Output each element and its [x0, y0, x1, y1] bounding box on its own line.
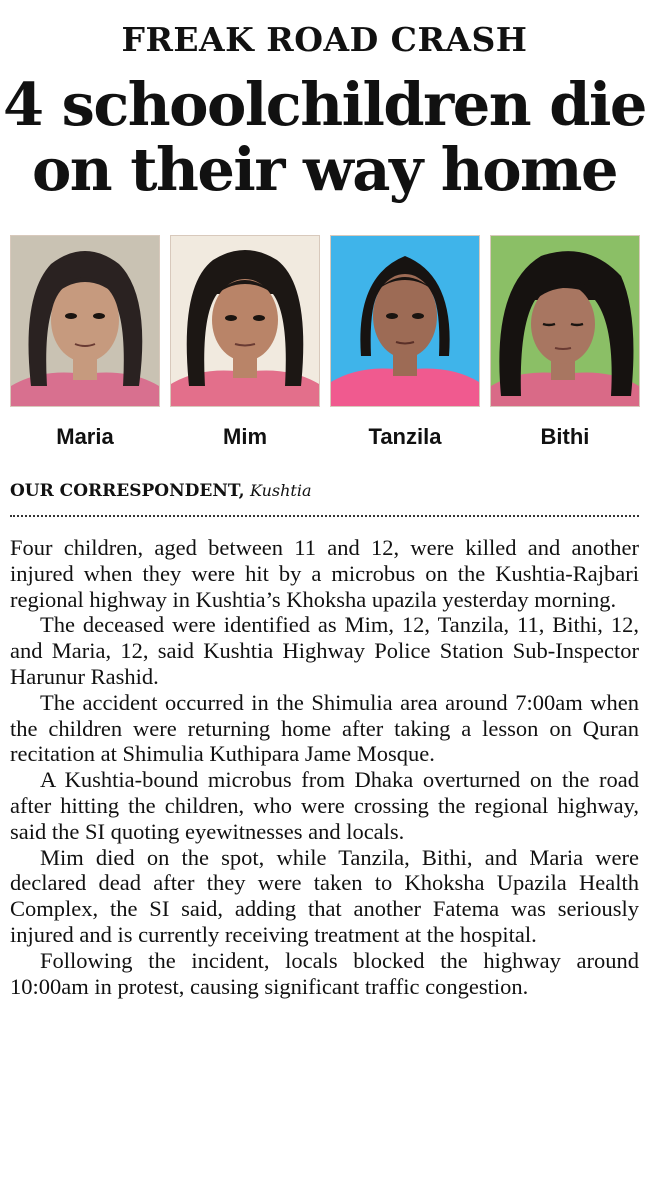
article-headline: 4 schoolchildren die on their way home — [3, 70, 646, 204]
paragraph: A Kushtia-bound microbus from Dhaka overturned on the road after hitting the children, who were crossing the regional highway, said the SI quoting eyewitnesses and locals. — [10, 767, 639, 844]
portrait-photo — [490, 235, 640, 407]
photo-card-tanzila — [330, 235, 480, 450]
paragraph: Mim died on the spot, while Tanzila, Bithi, and Maria were declared dead after they were taken to Khoksha Upazila Health Complex, the SI said, adding that another Fatema was seriously injured and is currently receiving treatment at the hospital. — [10, 844, 639, 947]
byline-author: OUR CORRESPONDENT, — [10, 481, 245, 501]
portrait-bithi-image — [491, 236, 639, 406]
victim-photos — [10, 235, 640, 455]
photo-name: Maria — [56, 424, 114, 449]
article-kicker: FREAK ROAD CRASH — [121, 20, 528, 59]
portrait-tanzila-image — [331, 236, 479, 406]
paragraph: Four children, aged between 11 and 12, were killed and another injured when they were hit by a microbus on the Kushtia-Rajbari regional highway in Kushtia’s Khoksha upazila yesterday morning. — [10, 535, 639, 612]
paragraph: Following the incident, locals blocked the highway around 10:00am in protest, causing significant traffic congestion. — [10, 947, 639, 999]
dotted-divider — [10, 515, 639, 517]
portrait-photo — [170, 235, 320, 407]
photo-name: Mim — [223, 424, 267, 449]
photo-name: Tanzila — [368, 424, 442, 449]
portrait-photo — [330, 235, 480, 407]
article-body — [10, 535, 639, 999]
paragraph: The deceased were identified as Mim, 12, Tanzila, 11, Bithi, 12, and Maria, 12, said Kushtia Highway Police Station Sub-Inspector Harunur Rashid. — [10, 612, 639, 689]
portrait-photo — [10, 235, 160, 407]
byline-location: Kushtia — [250, 481, 312, 500]
portrait-mim-image — [171, 236, 319, 406]
byline — [10, 481, 312, 501]
photo-name: Bithi — [540, 424, 590, 449]
photo-card-maria — [10, 235, 160, 450]
paragraph: The accident occurred in the Shimulia area around 7:00am when the children were returning home after taking a lesson on Quran recitation at Shimulia Kuthipara Jame Mosque. — [10, 689, 639, 767]
photo-card-mim — [170, 235, 320, 450]
photo-card-bithi — [490, 235, 640, 450]
portrait-maria-image — [11, 236, 159, 406]
